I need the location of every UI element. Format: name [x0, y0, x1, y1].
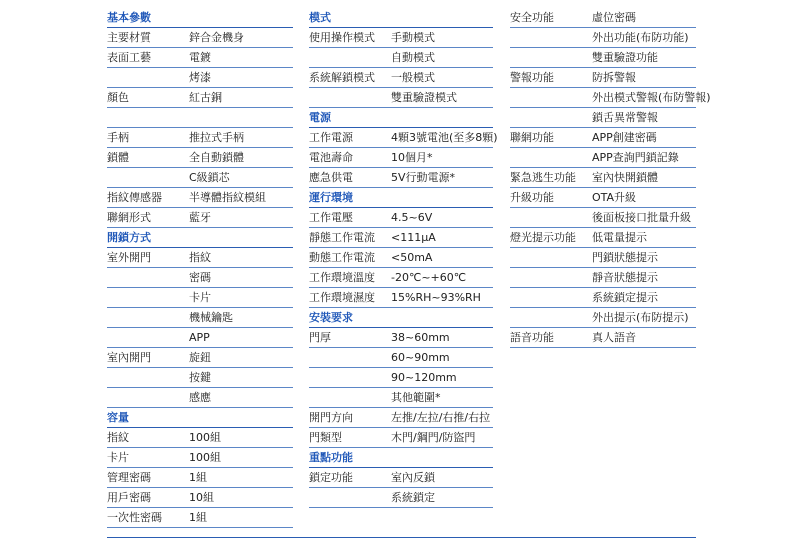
spec-value: 木門/鋼門/防盜門 [391, 431, 476, 444]
section-header [107, 408, 293, 428]
spec-row [309, 208, 493, 228]
spec-row [107, 428, 293, 448]
spec-label: 室外開門 [107, 251, 151, 264]
spec-value: 1組 [189, 511, 207, 524]
spec-value: 藍牙 [189, 211, 211, 224]
spec-row [510, 328, 696, 348]
spec-row [107, 188, 293, 208]
spec-row [107, 28, 293, 48]
spec-row [309, 468, 493, 488]
spec-rows [309, 8, 498, 528]
spec-value: <50mA [391, 251, 433, 264]
spec-value: 雙重驗證模式 [391, 91, 457, 104]
spec-row [309, 28, 493, 48]
spec-value: 4顆3號電池(至多8顆) [391, 131, 498, 144]
spec-label: 主要材質 [107, 31, 151, 44]
spec-rows [510, 8, 711, 348]
spec-value: 38~60mm [391, 331, 450, 344]
section-title: 重點功能 [309, 451, 353, 464]
spec-label: 工作電壓 [309, 211, 353, 224]
spec-row [107, 388, 293, 408]
spec-label: 門類型 [309, 431, 342, 444]
spec-value: 全自動鎖體 [189, 151, 244, 164]
spec-column-2 [309, 8, 498, 528]
spec-label: 顏色 [107, 91, 129, 104]
spec-label: 靜態工作電流 [309, 231, 375, 244]
spec-row [510, 308, 696, 328]
spec-value: -20℃~+60℃ [391, 271, 467, 284]
section-title: 運行環境 [309, 191, 353, 204]
spec-label: 燈光提示功能 [510, 231, 576, 244]
spec-row [309, 68, 493, 88]
spec-value: 旋鈕 [189, 351, 211, 364]
spec-value: 外出提示(布防提示) [592, 311, 689, 324]
spec-column-1 [107, 8, 293, 528]
spec-row [510, 148, 696, 168]
spec-value: 指紋 [189, 251, 211, 264]
spec-value: APP創建密碼 [592, 131, 657, 144]
spec-value: 感應 [189, 391, 211, 404]
spec-label: 門厚 [309, 331, 331, 344]
spec-row [107, 168, 293, 188]
spec-value: 烤漆 [189, 71, 211, 84]
spec-label: 升級功能 [510, 191, 554, 204]
spec-row [309, 348, 493, 368]
spec-row [510, 48, 696, 68]
spec-row [309, 268, 493, 288]
spec-value: 15%RH~93%RH [391, 291, 481, 304]
spec-value: 室內反鎖 [391, 471, 435, 484]
spec-row [309, 508, 493, 528]
spec-row [510, 168, 696, 188]
spec-row [309, 228, 493, 248]
spec-value: 真人語音 [592, 331, 636, 344]
spec-value: 鎖舌異常警報 [592, 111, 658, 124]
spec-row [510, 8, 696, 28]
spec-label: 卡片 [107, 451, 129, 464]
spec-label: 指紋 [107, 431, 129, 444]
spec-row [510, 68, 696, 88]
spec-value: 5V行動電源* [391, 171, 456, 184]
spec-row [510, 28, 696, 48]
spec-label: 工作環境濕度 [309, 291, 375, 304]
spec-row [510, 208, 696, 228]
spec-row [107, 508, 293, 528]
spec-row [510, 88, 711, 108]
spec-row [309, 168, 493, 188]
spec-row [107, 288, 293, 308]
spec-label: 鎖體 [107, 151, 129, 164]
spec-row [309, 328, 493, 348]
spec-value: 防拆警報 [592, 71, 636, 84]
spec-value: 手動模式 [391, 31, 435, 44]
spec-label: 動態工作電流 [309, 251, 375, 264]
spec-label: 用戶密碼 [107, 491, 151, 504]
spec-label: 表面工藝 [107, 51, 151, 64]
spec-value: 1組 [189, 471, 207, 484]
spec-value: 低電量提示 [592, 231, 647, 244]
spec-value: 系統鎖定提示 [592, 291, 658, 304]
spec-row [510, 248, 696, 268]
spec-row [309, 388, 493, 408]
spec-value: 紅古銅 [189, 91, 222, 104]
spec-value: 後面板接口批量升級 [592, 211, 691, 224]
spec-value: 60~90mm [391, 351, 450, 364]
spec-label: 緊急逃生功能 [510, 171, 576, 184]
spec-value: 10組 [189, 491, 214, 504]
spec-label: 管理密碼 [107, 471, 151, 484]
section-header [107, 8, 293, 28]
spec-label: 電池壽命 [309, 151, 353, 164]
spec-row [107, 208, 293, 228]
spec-row [510, 268, 696, 288]
section-title: 基本參數 [107, 11, 151, 24]
spec-label: 指紋傳感器 [107, 191, 162, 204]
section-title: 電源 [309, 111, 331, 124]
spec-row [309, 428, 493, 448]
spec-row [510, 288, 696, 308]
spec-value: 100組 [189, 431, 221, 444]
spec-row [309, 48, 493, 68]
section-header [309, 308, 493, 328]
spec-value: 按鍵 [189, 371, 211, 384]
spec-value: APP查詢門鎖記錄 [592, 151, 679, 164]
spec-label: 一次性密碼 [107, 511, 162, 524]
spec-value: 外出模式警報(布防警報) [592, 91, 711, 104]
spec-value: 電鍍 [189, 51, 211, 64]
spec-value: APP [189, 331, 210, 344]
section-title: 模式 [309, 11, 331, 24]
spec-value: 密碼 [189, 271, 211, 284]
spec-value: 左推/左拉/右推/右拉 [391, 411, 491, 424]
spec-row [510, 188, 696, 208]
spec-row [107, 148, 293, 168]
spec-row [309, 488, 493, 508]
spec-row [309, 368, 493, 388]
spec-row [107, 128, 293, 148]
spec-row [510, 128, 696, 148]
spec-row [309, 408, 493, 428]
spec-value: 90~120mm [391, 371, 457, 384]
spec-row [107, 368, 293, 388]
section-header [309, 188, 493, 208]
spec-value: C級鎖芯 [189, 171, 230, 184]
spec-label: 使用操作模式 [309, 31, 375, 44]
spec-label: 室內開門 [107, 351, 151, 364]
spec-label: 工作環境溫度 [309, 271, 375, 284]
spec-row [510, 108, 696, 128]
spec-row [309, 248, 493, 268]
bottom-divider [107, 537, 696, 538]
spec-row [309, 148, 493, 168]
spec-value: 機械鑰匙 [189, 311, 233, 324]
spec-label: 系統解鎖模式 [309, 71, 375, 84]
spec-label: 語音功能 [510, 331, 554, 344]
spec-label: 安全功能 [510, 11, 554, 24]
spec-column-3 [510, 8, 711, 348]
spec-value: 門鎖狀態提示 [592, 251, 658, 264]
spec-value: <111μA [391, 231, 436, 244]
spec-row [510, 228, 696, 248]
spec-row [107, 468, 293, 488]
spec-value: OTA升級 [592, 191, 637, 204]
spec-rows [107, 8, 293, 528]
section-title: 容量 [107, 411, 129, 424]
spec-value: 10個月* [391, 151, 433, 164]
spec-value: 虛位密碼 [592, 11, 636, 24]
spec-value: 半導體指紋模組 [189, 191, 266, 204]
spec-label: 警報功能 [510, 71, 554, 84]
spec-row [107, 248, 293, 268]
spec-value: 靜音狀態提示 [592, 271, 658, 284]
spec-row [107, 308, 293, 328]
section-header [309, 448, 493, 468]
spec-label: 聯網形式 [107, 211, 151, 224]
spec-row [107, 268, 293, 288]
spec-row [107, 488, 293, 508]
spec-value: 推拉式手柄 [189, 131, 244, 144]
spec-row [107, 88, 293, 108]
spec-row [309, 128, 498, 148]
spec-row [107, 348, 293, 368]
spec-row [309, 288, 493, 308]
section-header [107, 228, 293, 248]
section-header [309, 8, 493, 28]
section-header [309, 108, 493, 128]
spec-row [309, 88, 493, 108]
spec-value: 卡片 [189, 291, 211, 304]
spec-value: 雙重驗證功能 [592, 51, 658, 64]
spec-value: 系統鎖定 [391, 491, 435, 504]
spec-value: 室內快開鎖體 [592, 171, 658, 184]
spec-row [107, 48, 293, 68]
spec-label: 手柄 [107, 131, 129, 144]
spec-value: 一般模式 [391, 71, 435, 84]
spec-label: 開門方向 [309, 411, 353, 424]
spec-value: 其他範圍* [391, 391, 441, 404]
spec-row [107, 328, 293, 348]
spec-value: 自動模式 [391, 51, 435, 64]
spec-value: 4.5~6V [391, 211, 433, 224]
section-title: 開鎖方式 [107, 231, 151, 244]
spec-label: 鎖定功能 [309, 471, 353, 484]
spec-label: 應急供電 [309, 171, 353, 184]
spec-row [107, 68, 293, 88]
spec-value: 100組 [189, 451, 221, 464]
spec-row [107, 108, 293, 128]
spec-label: 工作電源 [309, 131, 353, 144]
spec-row [107, 448, 293, 468]
spec-value: 外出功能(布防功能) [592, 31, 689, 44]
spec-value: 鋅合金機身 [189, 31, 244, 44]
spec-label: 聯網功能 [510, 131, 554, 144]
section-title: 安裝要求 [309, 311, 353, 324]
